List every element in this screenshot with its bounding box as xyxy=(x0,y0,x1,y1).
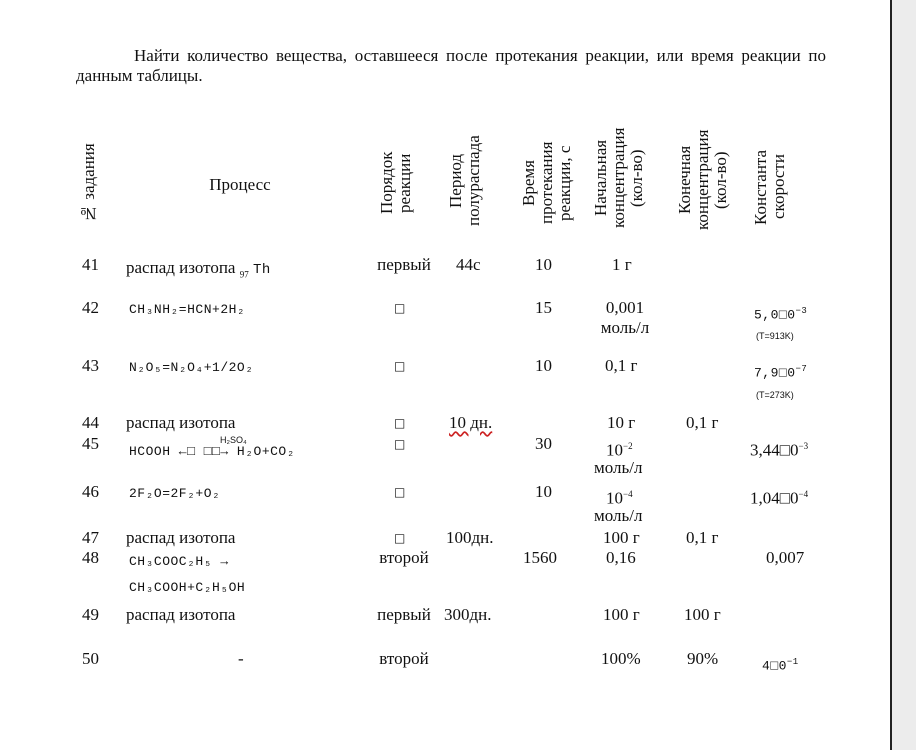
row-41-process: распад изотопа $_{97}$ Th xyxy=(126,258,271,280)
row-48-number: 48 xyxy=(82,548,99,567)
row-48-initial-conc: 0,16 xyxy=(606,548,636,567)
row-41-initial-conc: 1 г xyxy=(612,255,632,274)
row-42-initial-conc: 0,001 моль/л xyxy=(600,298,650,337)
row-45-order-ditto: □ xyxy=(394,437,406,451)
row-46-initial-conc: $10^{-4}$ xyxy=(606,488,633,508)
row-47-final-conc: 0,1 г xyxy=(686,528,719,547)
row-50-number: 50 xyxy=(82,649,99,668)
task-intro: Найти количество вещества, оставшееся после протекания реакции, или время реакции по данным таблицы. xyxy=(76,46,826,85)
row-43-rate-constant: $7,9□0^{-7}$ xyxy=(754,364,808,381)
row-47-initial-conc: 100 г xyxy=(603,528,640,547)
row-46-formula: 2F₂O=2F₂+O₂ xyxy=(129,486,221,501)
row-46-number: 46 xyxy=(82,482,99,501)
row-43-time: 10 xyxy=(535,356,552,375)
row-42-temperature-note: (T=913K) xyxy=(756,331,794,341)
row-50-rate-constant: $4□0^{-1}$ xyxy=(762,657,799,674)
row-42-formula: CH₃NH₂=HCN+2H₂ xyxy=(129,302,246,317)
header-half-life: Период полураспада xyxy=(446,135,483,227)
row-50-initial-conc: 100% xyxy=(601,649,641,668)
header-final-conc: Конечная концентрация (кол-во) xyxy=(675,129,730,231)
row-41-time: 10 xyxy=(535,255,552,274)
row-46-initial-conc-unit: моль/л xyxy=(594,506,643,525)
row-45-time: 30 xyxy=(535,434,552,453)
row-44-initial-conc: 10 г xyxy=(607,413,636,432)
header-order: Порядок реакции xyxy=(377,151,414,215)
row-44-final-conc: 0,1 г xyxy=(686,413,719,432)
row-44-half-life: 10 дн. xyxy=(449,413,493,432)
row-43-number: 43 xyxy=(82,356,99,375)
row-45-number: 45 xyxy=(82,434,99,453)
row-47-order-ditto: □ xyxy=(394,531,406,545)
row-42-rate-constant: $5,0□0^{-3}$ xyxy=(754,306,808,323)
row-48-rate-constant: 0,007 xyxy=(766,548,805,567)
window-gutter xyxy=(892,0,916,750)
row-45-formula: HCOOH ←□ □□→ H₂O+CO₂ xyxy=(129,444,296,459)
row-50-order: второй xyxy=(379,649,429,668)
row-43-formula: N₂O₅=N₂O₄+1/2O₂ xyxy=(129,360,254,375)
row-45-rate-constant: $3,44□0^{-3}$ xyxy=(750,440,809,460)
row-49-number: 49 xyxy=(82,605,99,624)
row-48-formula-products: CH₃COOH+C₂H₅OH xyxy=(129,580,246,595)
row-42-number: 42 xyxy=(82,298,99,317)
row-42-time: 15 xyxy=(535,298,552,317)
row-44-process: распад изотопа xyxy=(126,413,236,432)
header-initial-conc: Начальная концентрация (кол-во) xyxy=(591,127,646,229)
row-47-half-life: 100дн. xyxy=(446,528,494,547)
row-46-time: 10 xyxy=(535,482,552,501)
row-48-formula: CH₃COOC₂H₅ → xyxy=(129,554,229,569)
header-reaction-time: Время протекания реакции, с xyxy=(519,141,574,225)
row-49-initial-conc: 100 г xyxy=(603,605,640,624)
row-41-half-life: 44с xyxy=(456,255,481,274)
row-48-time: 1560 xyxy=(523,548,557,567)
row-41-number: 41 xyxy=(82,255,99,274)
header-task-number: № задания xyxy=(79,143,98,223)
header-process: Процесс xyxy=(209,175,271,194)
row-43-temperature-note: (T=273K) xyxy=(756,390,794,400)
row-45-initial-conc: $10^{-2}$ xyxy=(606,440,633,460)
row-49-order: первый xyxy=(377,605,431,624)
row-45-initial-conc-unit: моль/л xyxy=(594,458,643,477)
header-rate-constant: Константа скорости xyxy=(751,149,788,225)
row-49-half-life: 300дн. xyxy=(444,605,492,624)
row-50-process: - xyxy=(238,649,244,668)
row-43-order-ditto: □ xyxy=(394,359,406,373)
row-43-initial-conc: 0,1 г xyxy=(605,356,638,375)
row-41-order: первый xyxy=(377,255,431,274)
row-44-order-ditto: □ xyxy=(394,416,406,430)
row-46-rate-constant: $1,04□0^{-4}$ xyxy=(750,488,809,508)
row-50-final-conc: 90% xyxy=(687,649,719,668)
row-42-order-ditto: □ xyxy=(394,301,406,315)
row-49-final-conc: 100 г xyxy=(684,605,721,624)
row-48-order: второй xyxy=(379,548,429,567)
row-49-process: распад изотопа xyxy=(126,605,236,624)
row-46-order-ditto: □ xyxy=(394,485,406,499)
row-44-number: 44 xyxy=(82,413,99,432)
row-45-catalyst: H₂SO₄ xyxy=(220,435,247,445)
row-47-number: 47 xyxy=(82,528,99,547)
row-47-process: распад изотопа xyxy=(126,528,236,547)
